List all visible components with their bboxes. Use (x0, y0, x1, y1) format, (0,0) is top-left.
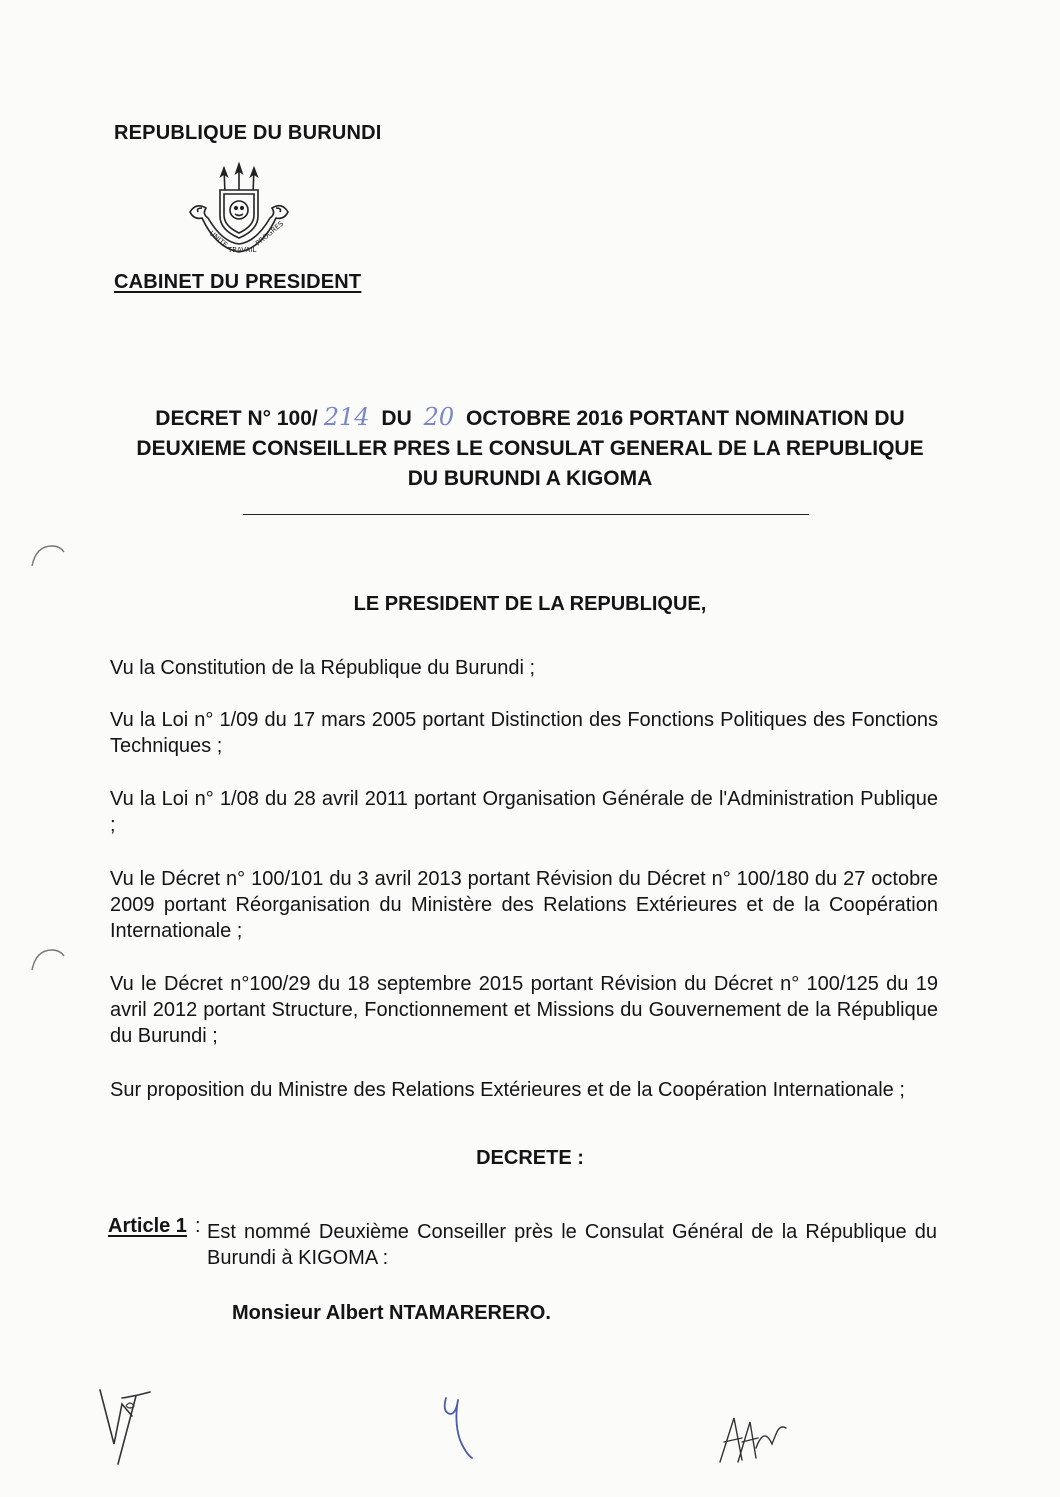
punch-hole-mark-icon (28, 944, 68, 972)
title-divider (243, 514, 809, 515)
header-country: REPUBLIQUE DU BURUNDI (114, 122, 382, 144)
handwritten-signature-icon (712, 1408, 792, 1468)
decree-title-line3: DU BURUNDI A KIGOMA (407, 467, 653, 490)
handwritten-initials-icon (432, 1392, 482, 1462)
header-office: CABINET DU PRESIDENT (114, 271, 362, 293)
motto-unite: UNITE (207, 229, 230, 250)
title-prefix: DECRET N° 100/ (155, 407, 318, 430)
handwritten-day: 20 (423, 403, 455, 431)
title-rest: OCTOBRE 2016 PORTANT NOMINATION DU (465, 407, 905, 430)
motto-progres: PROGRES (254, 219, 286, 248)
title-du: DU (381, 407, 412, 430)
article-1-separator: : (195, 1215, 201, 1237)
handwritten-decree-number: 214 (323, 403, 370, 431)
nominee-name: Monsieur Albert NTAMARERERO. (232, 1302, 551, 1324)
consideration-decret-100-29: Vu le Décret n°100/29 du 18 septembre 2015 portant Révision du Décret n° 100/125 du 19 avril 2012 portant Structure, Fonctionnement et Missions du Gouvernement de la République du Burundi ; (110, 973, 938, 1047)
punch-hole-mark-icon (28, 540, 68, 568)
article-1-label: Article 1 (108, 1215, 187, 1237)
president-heading: LE PRESIDENT DE LA REPUBLIQUE, (353, 593, 707, 615)
consideration-proposition: Sur proposition du Ministre des Relations Extérieures et de la Coopération Internationale ; (110, 1079, 905, 1101)
consideration-constitution: Vu la Constitution de la République du Burundi ; (110, 657, 536, 679)
decrete-heading: DECRETE : (476, 1147, 584, 1169)
article-1-text: Est nommé Deuxième Conseiller près le Consulat Général de la République du Burundi à KIGOMA : (207, 1221, 937, 1269)
motto-travail: TRAVAIL (228, 246, 257, 254)
decree-title-line1 (120, 402, 940, 434)
handwritten-initials-icon (92, 1386, 162, 1466)
coat-of-arms-emblem (176, 160, 302, 268)
decree-title-line2: DEUXIEME CONSEILLER PRES LE CONSULAT GENERAL DE LA REPUBLIQUE (136, 437, 924, 460)
decree-title (120, 402, 940, 494)
consideration-decret-100-101: Vu le Décret n° 100/101 du 3 avril 2013 portant Révision du Décret n° 100/180 du 27 octobre 2009 portant Réorganisation du Ministère des Relations Extérieures et de la Coopération Internationale ; (110, 868, 938, 942)
consideration-loi-1-08: Vu la Loi n° 1/08 du 28 avril 2011 portant Organisation Générale de l'Administration Publique ; (110, 788, 938, 836)
consideration-loi-1-09: Vu la Loi n° 1/09 du 17 mars 2005 portant Distinction des Fonctions Politiques des Fonctions Techniques ; (110, 709, 938, 757)
